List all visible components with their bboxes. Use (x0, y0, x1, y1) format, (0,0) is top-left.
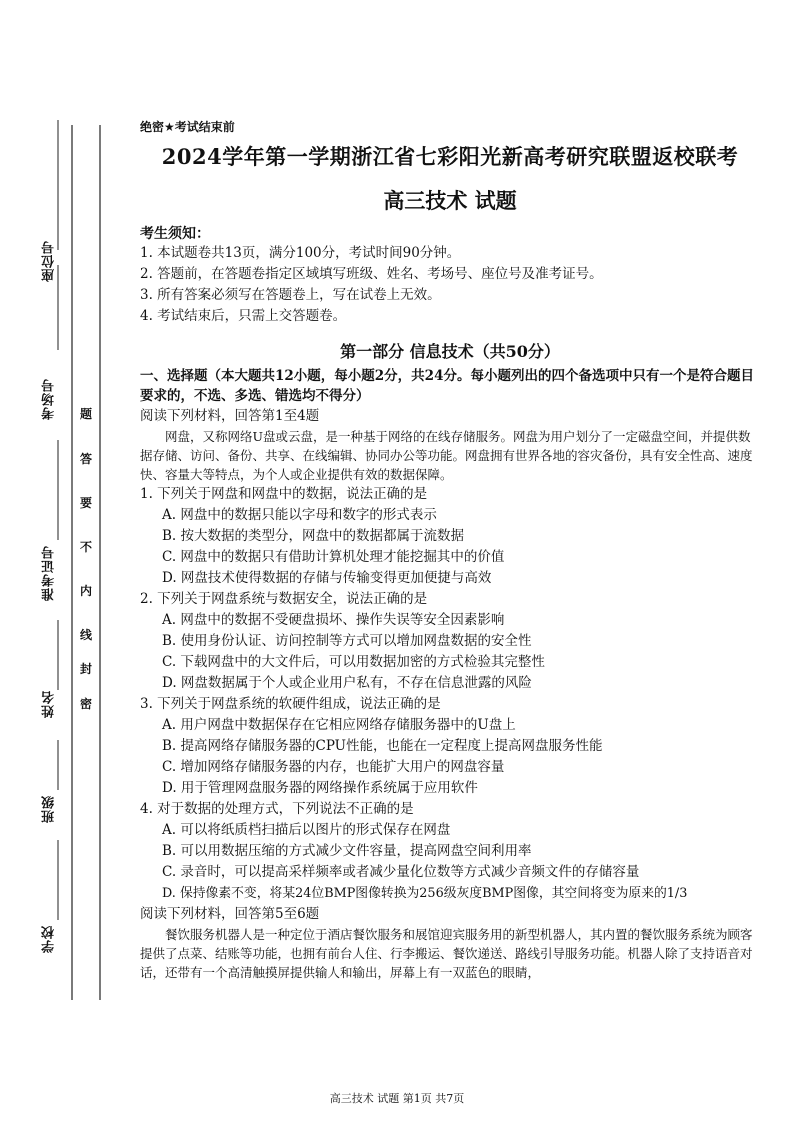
reading-material: 网盘，又称网络U盘或云盘，是一种基于网络的在线存储服务。网盘为用户划分了一定磁盘空间，并提供数据存储、访问、备份、共享、在线编辑、协同办公等功能。网盘拥有世界各地的容灾备份，具有安全性高、速度快、容量大等特点，为个人或企业提供有效的数据保障。 (140, 429, 753, 482)
question-stem: 1. 下列关于网盘和网盘中的数据，说法正确的是 (140, 486, 428, 502)
question-stem: 2. 下列关于网盘系统与数据安全，说法正确的是 (140, 591, 428, 607)
question-option: B. 可以用数据压缩的方式减少文件容量，提高网盘空间利用率 (162, 843, 532, 859)
name-label: 姓名 (42, 690, 57, 718)
question-option: A. 用户网盘中数据保存在它相应网络存储服务器中的U盘上 (162, 717, 516, 733)
notice-heading: 考生须知： (140, 226, 210, 242)
notice-item: 1. 本试题卷共13页，满分100分，考试时间90分钟。 (140, 245, 461, 261)
admission-number-label: 准考证号 (42, 545, 57, 601)
seal-char: 要 (80, 496, 93, 510)
question-stem: 4. 对于数据的处理方式，下列说法不正确的是 (140, 801, 414, 817)
seal-char: 题 (80, 407, 93, 421)
seal-char: 密 (80, 697, 93, 711)
section-heading: 一、选择题（本大题共12小题，每小题2分，共24分。每小题列出的四个备选项中只有一个是符合题目要求的，不选、多选、错选均不得分） (140, 368, 754, 404)
question-option: C. 下载网盘中的大文件后，可以用数据加密的方式检验其完整性 (162, 654, 545, 670)
page-footer: 高三技术 试题 第1页 共7页 (329, 1092, 465, 1105)
exam-subtitle: 高三技术 试题 (383, 188, 517, 213)
question-option: B. 使用身份认证、访问控制等方式可以增加网盘数据的安全性 (162, 633, 532, 649)
reading-material: 餐饮服务机器人是一种定位于酒店餐饮服务和展馆迎宾服务用的新型机器人，其内置的餐饮服务系统为顾客提供了点菜、结账等功能，也拥有前台人住、行李搬运、餐饮递送、路线引导服务功能。机器人除了支持语音对话，还带有一个高清触摸屏提供输人和输出，屏幕上有一双蓝色的眼睛， (140, 927, 753, 980)
room-number-label: 考场号 (42, 378, 57, 420)
question-option: A. 可以将纸质档扫描后以图片的形式保存在网盘 (162, 822, 451, 838)
question-option: B. 提高网络存储服务器的CPU性能，也能在一定程度上提高网盘服务性能 (162, 738, 603, 754)
seal-char: 答 (80, 452, 93, 466)
exam-content (140, 118, 760, 982)
seat-number-label: 座位号 (42, 240, 57, 282)
question-option: D. 保持像素不变，将某24位BMP图像转换为256级灰度BMP图像，其空间将变为原来的1/3 (162, 886, 688, 901)
question-stem: 3. 下列关于网盘系统的软硬件组成，说法正确的是 (140, 696, 441, 712)
question-option: A. 网盘中的数据只能以字母和数字的形式表示 (162, 507, 437, 523)
school-label: 学校 (42, 925, 57, 953)
seal-char: 封 (80, 662, 93, 676)
seal-char: 不 (80, 540, 93, 554)
question-option: C. 网盘中的数据只有借助计算机处理才能挖掘其中的价值 (162, 549, 505, 565)
reading-instruction: 阅读下列材料，回答第1至4题 (140, 408, 320, 424)
question-option: B. 按大数据的类型分，网盘中的数据都属于流数据 (162, 528, 465, 544)
notice-item: 2. 答题前，在答题卷指定区域填写班级、姓名、考场号、座位号及准考证号。 (140, 266, 603, 282)
notice-item: 4. 考试结束后，只需上交答题卷。 (140, 308, 347, 324)
question-option: A. 网盘中的数据不受硬盘损坏、操作失误等安全因素影响 (162, 612, 505, 628)
part-heading: 第一部分 信息技术（共50分） (340, 342, 560, 361)
reading-instruction: 阅读下列材料，回答第5至6题 (140, 906, 320, 922)
seal-char: 线 (80, 628, 93, 642)
exam-title: 2024学年第一学期浙江省七彩阳光新高考研究联盟返校联考 (161, 144, 739, 169)
question-option: D. 用于管理网盘服务器的网络操作系统属于应用软件 (162, 780, 478, 796)
question-option: D. 网盘数据属于个人或企业用户私有，不存在信息泄露的风险 (162, 675, 532, 691)
confidential-mark: 绝密★考试结束前 (140, 120, 235, 134)
notice-item: 3. 所有答案必须写在答题卷上，写在试卷上无效。 (140, 287, 441, 303)
class-label: 班级 (42, 795, 57, 823)
question-option: C. 录音时，可以提高采样频率或者减少量化位数等方式减少音频文件的存储容量 (162, 864, 640, 880)
seal-char: 内 (80, 584, 93, 598)
question-option: C. 增加网络存储服务器的内存，也能扩大用户的网盘容量 (162, 759, 505, 775)
question-option: D. 网盘技术使得数据的存储与传输变得更加便捷与高效 (162, 570, 492, 586)
